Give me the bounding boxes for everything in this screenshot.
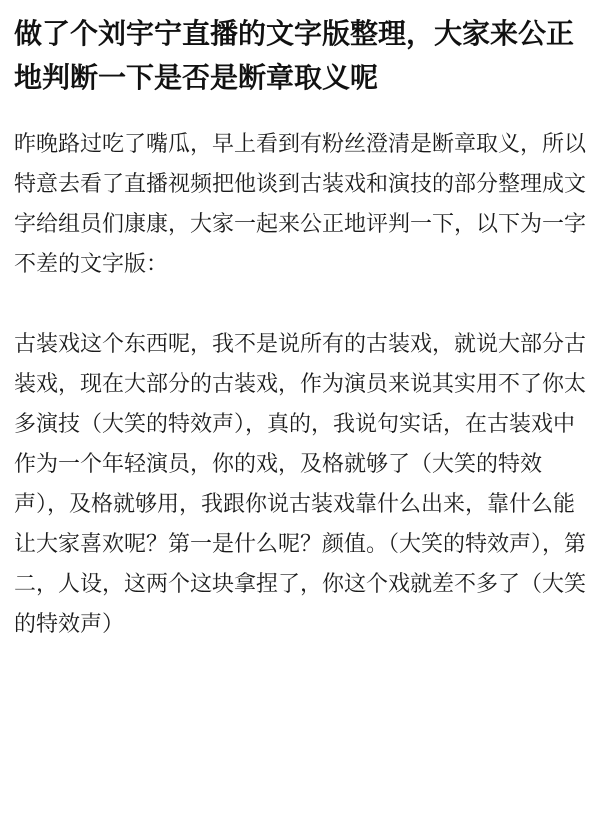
post-content: [14, 12, 588, 685]
paragraph-intro: 昨晚路过吃了嘴瓜，早上看到有粉丝澄清是断章取义，所以特意去看了直播视频把他谈到古装戏和演技的部分整理成文字给组员们康康，大家一起来公正地评判一下，以下为一字不差的文字版：: [14, 132, 587, 277]
post-title: 做了个刘宇宁直播的文字版整理，大家来公正地判断一下是否是断章取义呢: [14, 17, 575, 94]
paragraph-transcript: 古装戏这个东西呢，我不是说所有的古装戏，就说大部分古装戏，现在大部分的古装戏，作为演员来说其实用不了你太多演技（大笑的特效声），真的，我说句实话，在古装戏中作为一个年轻演员，你的戏，及格就够了（大笑的特效声），及格就够用，我跟你说古装戏靠什么出来，靠什么能让大家喜欢呢？第一是什么呢？颜值。（大笑的特效声），第二，人设，这两个这块拿捏了，你这个戏就差不多了（大笑的特效声）: [14, 332, 587, 637]
post-body: [14, 125, 588, 645]
